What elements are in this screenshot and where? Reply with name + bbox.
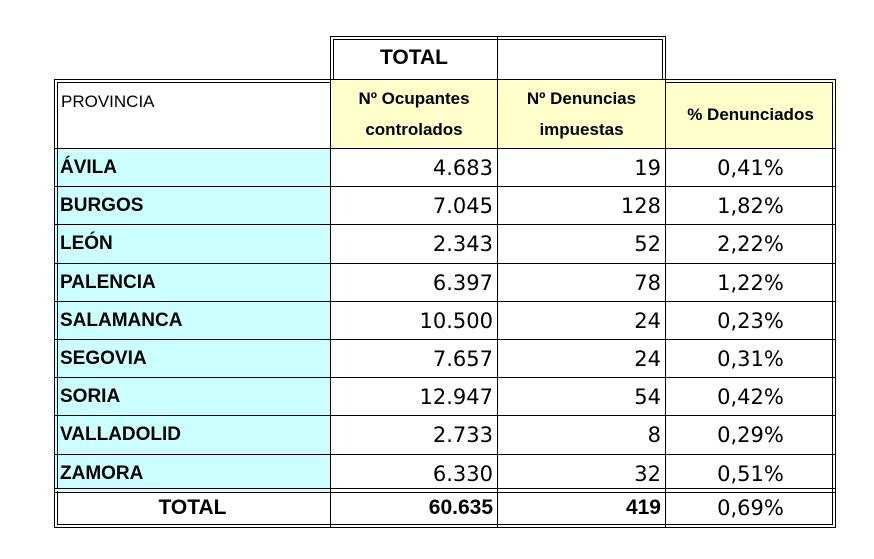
ocupantes-cell: 7.045 [330,186,498,225]
denuncias-cell: 8 [497,415,666,455]
ocupantes-cell: 10.500 [330,301,498,340]
denuncias-cell: 52 [497,224,666,264]
group-header-empty [497,36,666,80]
denuncias-cell: 54 [497,377,666,416]
porcentaje-cell: 1,82% [665,186,836,225]
porcentaje-cell: 2,22% [665,224,836,264]
total-ocupantes: 60.635 [330,488,498,528]
total-porcentaje: 0,69% [665,488,836,528]
porcentaje-cell: 0,41% [665,148,836,187]
porcentaje-cell: 0,31% [665,339,836,378]
province-cell: VALLADOLID [54,415,331,455]
header-denuncias: Nº Denuncias impuestas [497,79,666,149]
denuncias-cell: 24 [497,339,666,378]
ocupantes-cell: 4.683 [330,148,498,187]
porcentaje-cell: 0,42% [665,377,836,416]
denuncias-cell: 32 [497,454,666,493]
porcentaje-cell: 0,51% [665,454,836,493]
total-row-label: TOTAL [54,488,331,528]
ocupantes-cell: 7.657 [330,339,498,378]
denuncias-cell: 128 [497,186,666,225]
ocupantes-cell: 6.330 [330,454,498,493]
group-header-total: TOTAL [330,36,498,80]
porcentaje-cell: 1,22% [665,263,836,302]
province-cell: ZAMORA [54,454,331,493]
ocupantes-cell: 2.733 [330,415,498,455]
province-cell: PALENCIA [54,263,331,302]
porcentaje-cell: 0,29% [665,415,836,455]
ocupantes-cell: 6.397 [330,263,498,302]
ocupantes-cell: 2.343 [330,224,498,264]
header-provincia: PROVINCIA [54,79,331,149]
denuncias-cell: 78 [497,263,666,302]
province-cell: SALAMANCA [54,301,331,340]
porcentaje-cell: 0,23% [665,301,836,340]
denuncias-cell: 19 [497,148,666,187]
province-cell: LEÓN [54,224,331,264]
province-cell: SORIA [54,377,331,416]
province-cell: SEGOVIA [54,339,331,378]
header-porcentaje: % Denunciados [665,79,836,149]
province-cell: ÁVILA [54,148,331,187]
ocupantes-cell: 12.947 [330,377,498,416]
province-cell: BURGOS [54,186,331,225]
total-denuncias: 419 [497,488,666,528]
header-ocupantes: Nº Ocupantes controlados [330,79,498,149]
denuncias-cell: 24 [497,301,666,340]
